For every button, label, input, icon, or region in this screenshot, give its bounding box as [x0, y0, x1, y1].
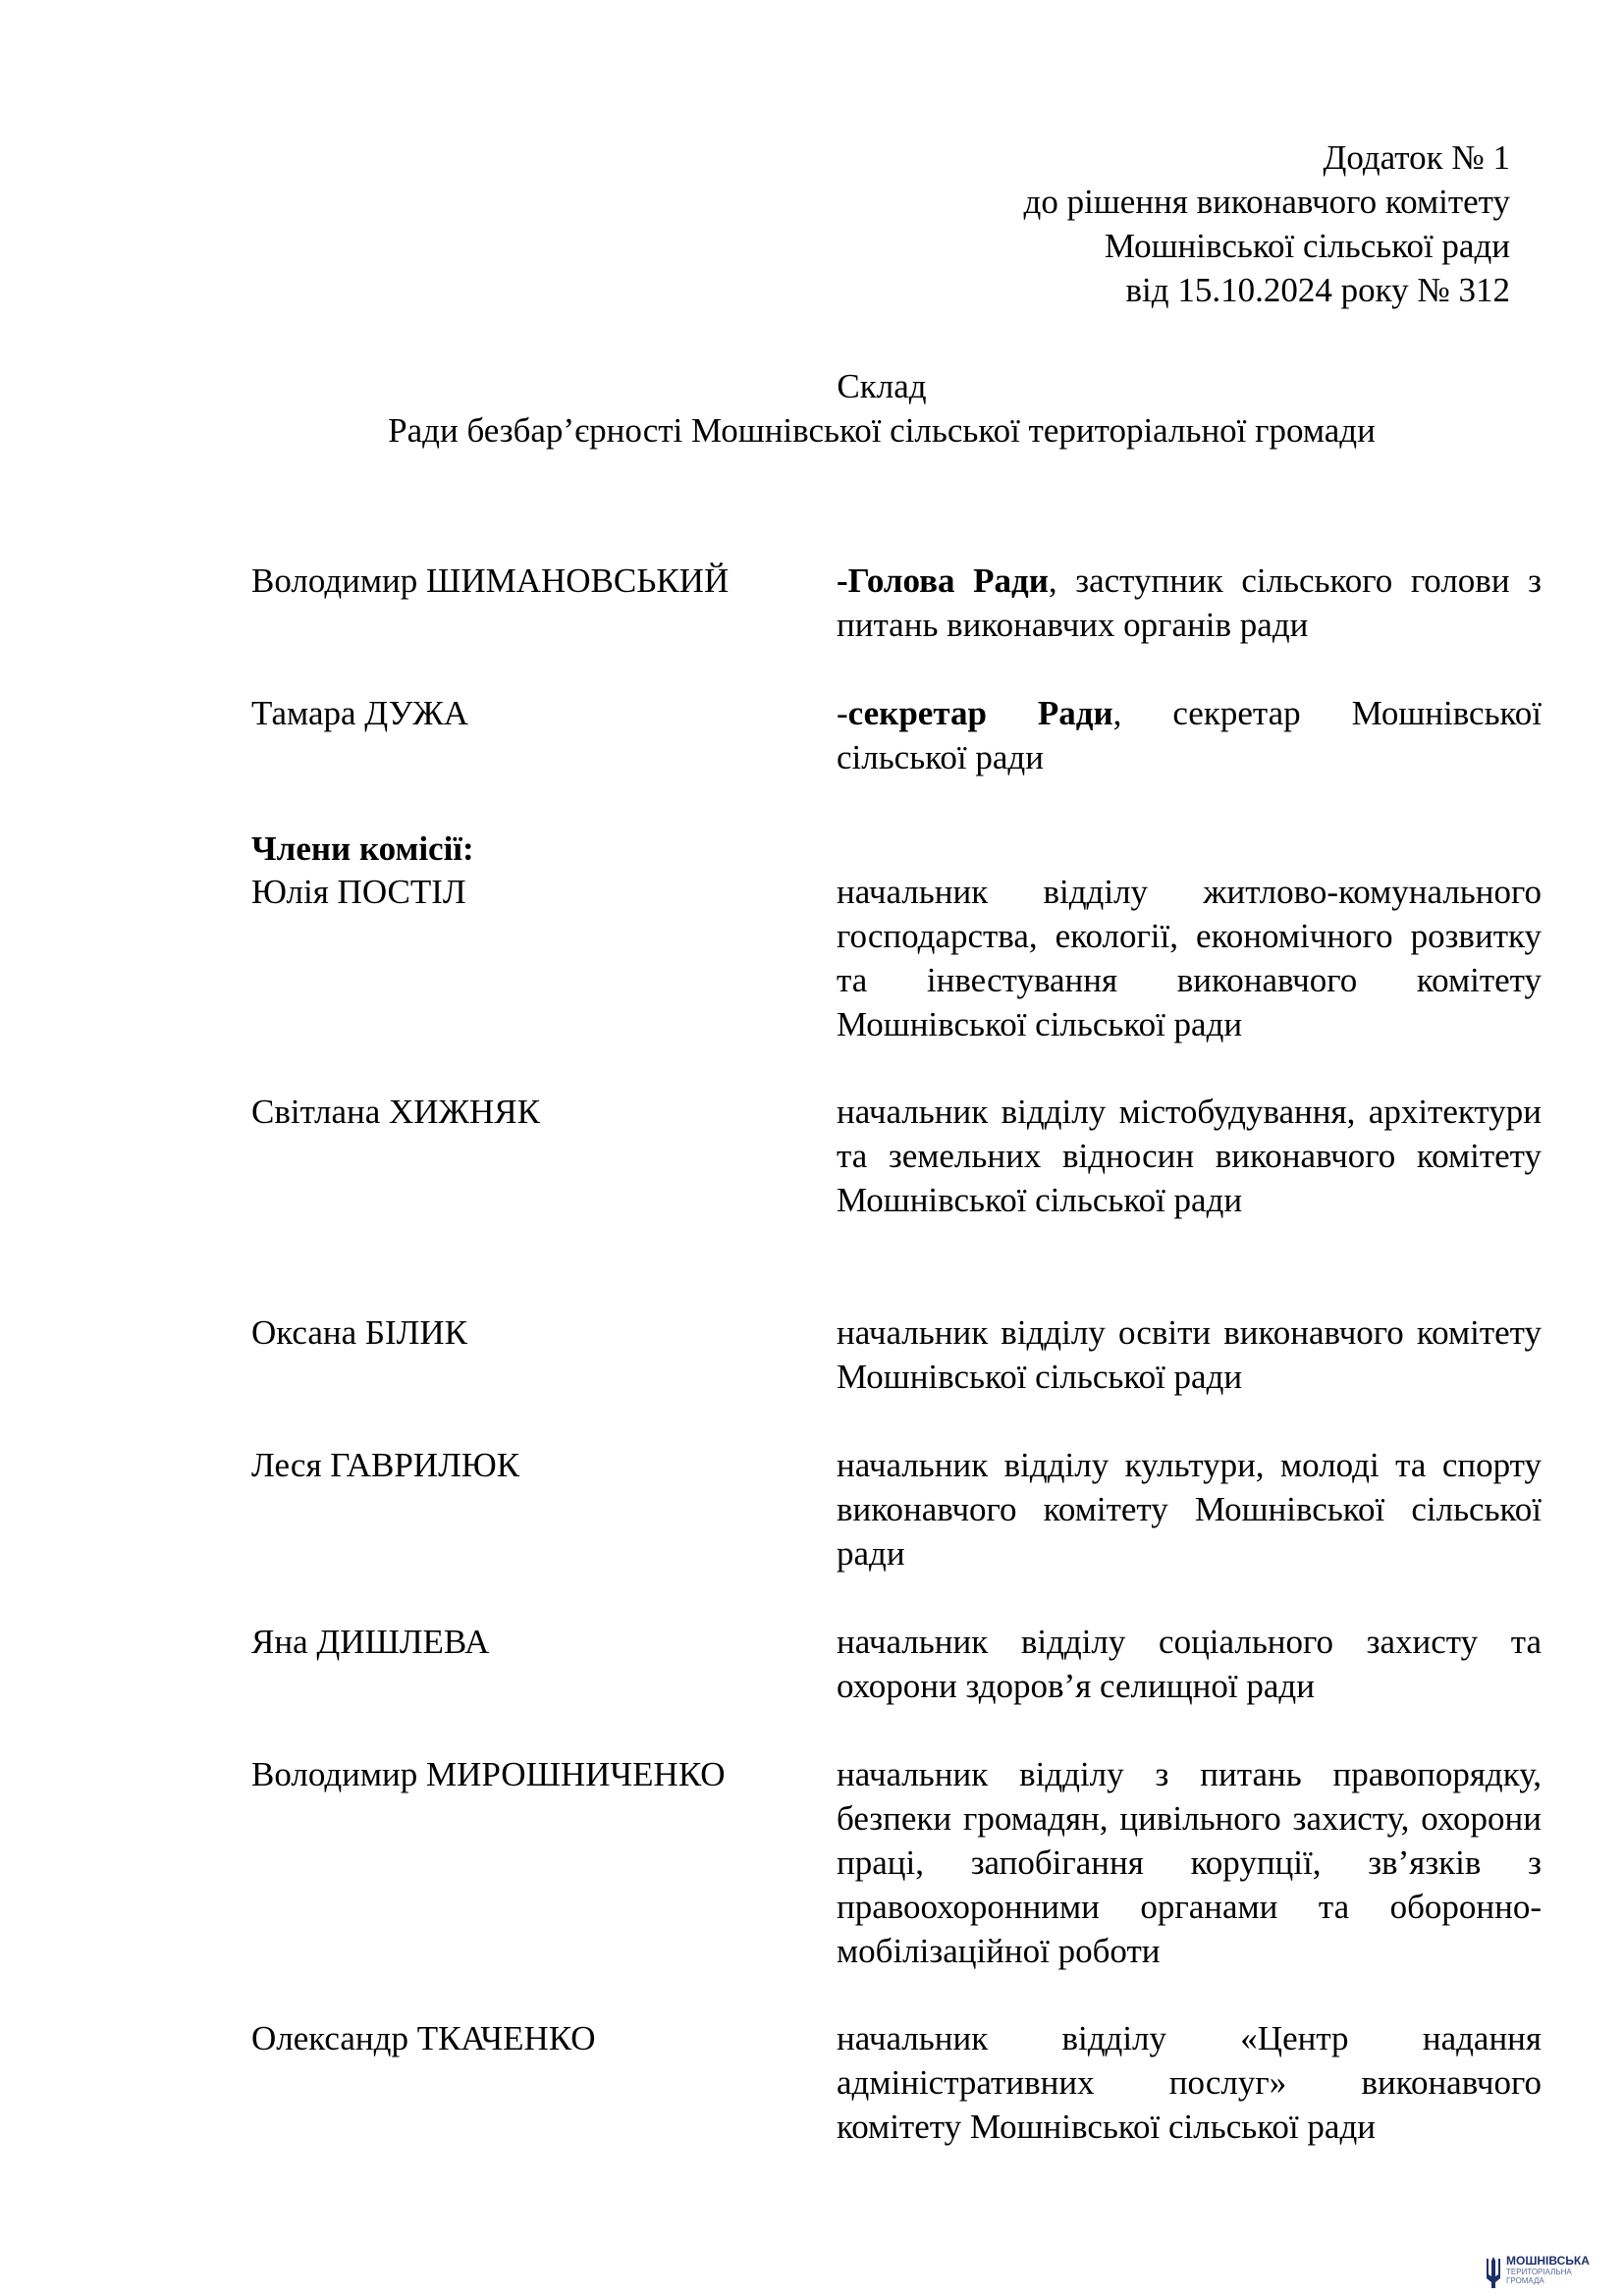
member-role: начальник відділу культури, молоді та спорту виконавчого комітету Мошнівської сільської ради	[837, 1446, 1542, 1573]
member-name: Тамара ДУЖА	[251, 694, 468, 732]
member-name: Леся ГАВРИЛЮК	[251, 1446, 520, 1484]
appendix-number: Додаток № 1	[1323, 138, 1510, 177]
member-name: Володимир ШИМАНОВСЬКИЙ	[251, 561, 730, 600]
role-rest: , секретар Мошнівської сільської ради	[837, 694, 1543, 776]
appendix-decision: до рішення виконавчого комітету	[1023, 183, 1510, 221]
role-bold: секретар Ради	[847, 694, 1113, 732]
role-prefix: -	[837, 694, 848, 732]
member-role	[837, 559, 1542, 647]
member-role	[837, 691, 1542, 779]
appendix-date: від 15.10.2024 року № 312	[1125, 271, 1510, 309]
member-role: начальник відділу містобудування, архітектури та земельних відносин виконавчого комітету Мошнівської сільської ради	[837, 1093, 1542, 1219]
member-name: Юлія ПОСТІЛ	[251, 873, 466, 911]
member-role: начальник відділу житлово-комунального господарства, екології, економічного розвитку та інвестування виконавчого комітету Мошнівської сільської ради	[837, 873, 1542, 1043]
member-name: Олександр ТКАЧЕНКО	[251, 2019, 596, 2057]
appendix-council: Мошнівської сільської ради	[1104, 227, 1510, 265]
document-title	[0, 364, 1624, 453]
member-name: Світлана ХИЖНЯК	[251, 1093, 540, 1131]
role-rest: , заступник сільського голови з питань виконавчих органів ради	[837, 561, 1542, 644]
title-line-2: Ради безбар’єрності Мошнівської сільської територіальної громади	[388, 411, 1376, 450]
logo-line-2: ТЕРИТОРІАЛЬНА	[1506, 2268, 1572, 2276]
member-role: начальник відділу освіти виконавчого комітету Мошнівської сільської ради	[837, 1313, 1542, 1396]
member-role: начальник відділу з питань правопорядку, безпеки громадян, цивільного захисту, охорони праці, запобігання корупції, зв’язків з правоохоронними органами та оборонно-мобілізаційної роботи	[837, 1755, 1542, 1970]
members-label: Члени комісії:	[251, 829, 474, 868]
member-role: начальник відділу соціального захисту та охорони здоров’я селищної ради	[837, 1623, 1542, 1705]
community-logo	[1485, 2255, 1622, 2294]
logo-line-3: ГРОМАДА	[1506, 2276, 1544, 2285]
member-name: Володимир МИРОШНИЧЕНКО	[251, 1755, 726, 1793]
member-name: Яна ДИШЛЕВА	[251, 1623, 490, 1661]
trident-icon	[1485, 2255, 1502, 2290]
member-role: начальник відділу «Центр надання адміністративних послуг» виконавчого комітету Мошнівської сільської ради	[837, 2019, 1542, 2146]
role-bold: -Голова Ради	[837, 561, 1049, 600]
member-name: Оксана БІЛИК	[251, 1313, 468, 1352]
logo-line-1: МОШНІВСЬКА	[1506, 2254, 1590, 2268]
appendix-header	[1024, 135, 1510, 312]
title-line-1: Склад	[837, 367, 927, 405]
